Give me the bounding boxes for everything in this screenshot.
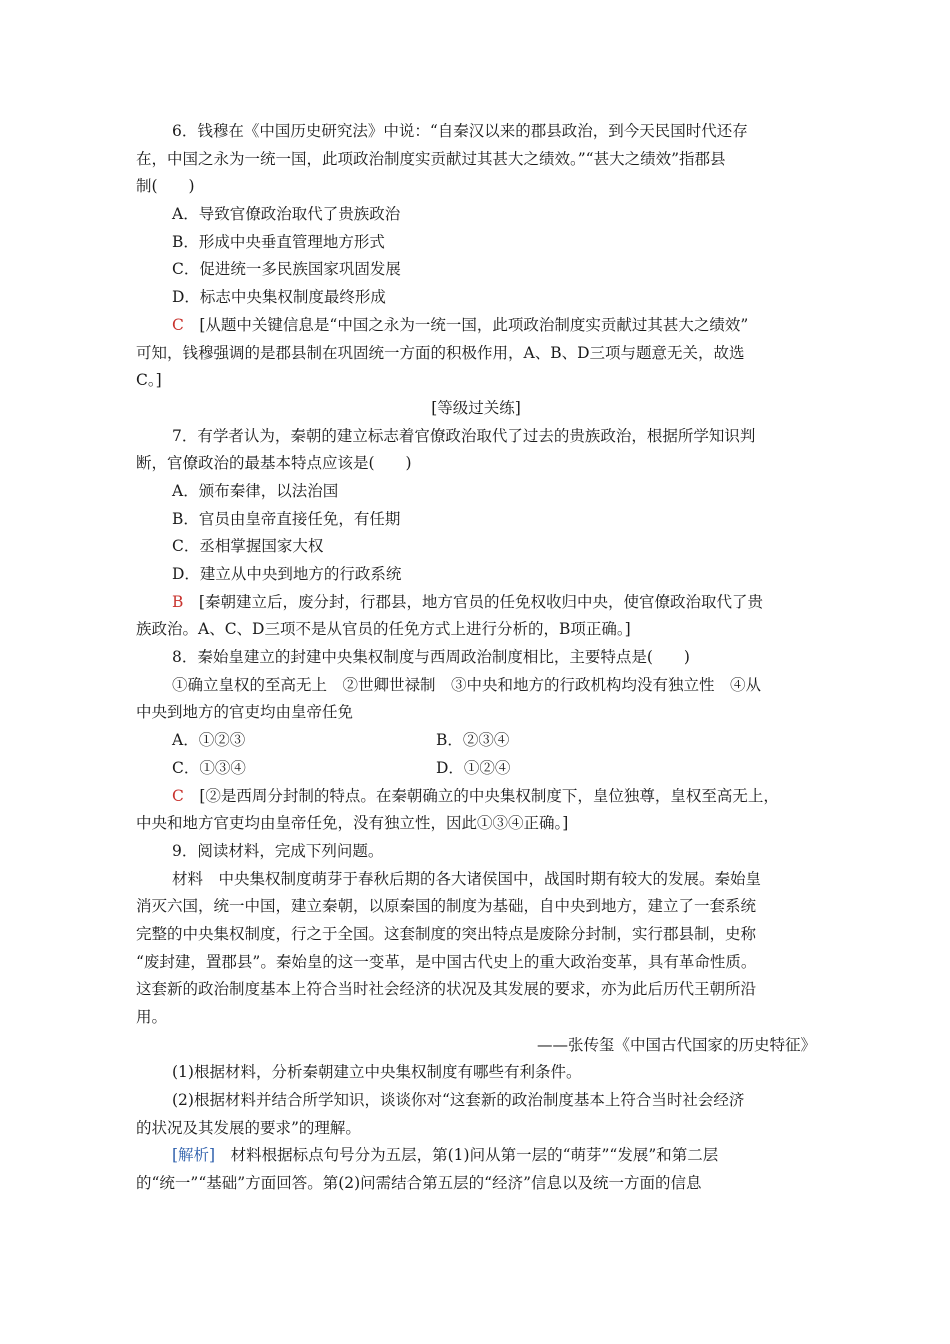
q9-sub2-line-2: 的状况及其发展的要求”的理解。 xyxy=(136,1118,361,1137)
q6-explain-line-1 xyxy=(136,312,816,340)
q9-material-line-5: 这套新的政治制度基本上符合当时社会经济的状况及其发展的要求，亦为此后历代王朝所沿 xyxy=(136,980,757,999)
q7-option-c: C．丞相掌握国家大权 xyxy=(172,537,324,556)
q7-stem-line-2: 断，官僚政治的最基本特点应该是( ) xyxy=(136,454,412,473)
q8-answer: C xyxy=(172,786,184,805)
q9-analysis-text-1: 材料根据标点句号分为五层，第(1)问从第一层的“萌芽”“发展”和第二层 xyxy=(215,1146,719,1165)
q8-explain-line-1 xyxy=(136,783,816,811)
q7-explain-line-2: 族政治。A、C、D三项不是从官员的任免方式上进行分析的，B项正确。] xyxy=(136,620,631,639)
q6-answer: C xyxy=(172,315,184,334)
q7-explain-text-1: [秦朝建立后，废分封，行郡县，地方官员的任免权收归中央，使官僚政治取代了贵 xyxy=(183,592,763,611)
q7-option-a: A．颁布秦律，以法治国 xyxy=(172,481,339,500)
q7-option-d: D．建立从中央到地方的行政系统 xyxy=(172,565,402,583)
q8-explain-line-2: 中央和地方官吏均由皇帝任免，没有独立性，因此①③④正确。] xyxy=(136,814,569,833)
q9-sub1: (1)根据材料，分析秦朝建立中央集权制度有哪些有利条件。 xyxy=(172,1063,582,1082)
q9-analysis-line-1 xyxy=(136,1142,816,1170)
q7-option-b: B．官员由皇帝直接任免，有任期 xyxy=(172,509,401,528)
q9-analysis-line-2: 的“统一”“基础”方面回答。第(2)问需结合第五层的“经济”信息以及统一方面的信息 xyxy=(136,1174,702,1193)
q8-stem-line-1: 8．秦始皇建立的封建中央集权制度与西周政治制度相比，主要特点是( ) xyxy=(172,648,690,667)
q6-option-b: B．形成中央垂直管理地方形式 xyxy=(172,232,385,251)
q8-option-c: C．①③④ xyxy=(172,758,246,777)
q6-explain-line-3: C。] xyxy=(136,371,162,390)
q6-stem-line-2: 在，中国之永为一统一国，此项政治制度实贡献过其甚大之绩效。”“甚大之绩效”指郡县 xyxy=(136,149,726,168)
q9-sub2-line-1: (2)根据材料并结合所学知识，谈谈你对“这套新的政治制度基本上符合当时社会经济 xyxy=(172,1091,745,1110)
q8-stem-line-2: ①确立皇权的至高无上 ②世卿世禄制 ③中央和地方的行政机构均没有独立性 ④从 xyxy=(172,675,762,694)
q6-stem-line-1: 6．钱穆在《中国历史研究法》中说：“自秦汉以来的郡县政治，到今天民国时代还存 xyxy=(172,122,748,140)
q8-stem-line-3: 中央到地方的官吏均由皇帝任免 xyxy=(136,703,354,722)
q8-options-row-2 xyxy=(136,755,816,783)
q8-options-row-1 xyxy=(136,727,816,755)
q9-material-line-6: 用。 xyxy=(136,1008,168,1026)
q6-explain-text-1: [从题中关键信息是“中国之永为一统一国，此项政治制度实贡献过其甚大之绩效” xyxy=(183,315,749,334)
document-page xyxy=(136,118,816,1198)
q9-material-line-1: 材料 中央集权制度萌芽于春秋后期的各大诸侯国中，战国时期有较大的发展。秦始皇 xyxy=(172,869,762,888)
q8-explain-text-1: [②是西周分封制的特点。在秦朝确立的中央集权制度下，皇位独尊，皇权至高无上， xyxy=(183,786,779,805)
q6-option-d: D．标志中央集权制度最终形成 xyxy=(172,288,386,307)
q7-explain-line-1 xyxy=(136,589,816,617)
q8-option-b: B．②③④ xyxy=(436,731,510,750)
q8-option-a: A．①②③ xyxy=(172,731,246,750)
q9-material-line-4: “废封建，置郡县”。秦始皇的这一变革，是中国古代史上的重大政治变革，具有革命性质。 xyxy=(136,952,757,971)
q6-stem-line-3: 制( ) xyxy=(136,177,195,196)
section-title: [等级过关练] xyxy=(431,398,521,417)
q7-stem-line-1: 7．有学者认为，秦朝的建立标志着官僚政治取代了过去的贵族政治，根据所学知识判 xyxy=(172,426,756,445)
q6-option-a: A．导致官僚政治取代了贵族政治 xyxy=(172,205,401,224)
q9-material-line-3: 完整的中央集权制度，行之于全国。这套制度的突出特点是废除分封制，实行郡县制，史称 xyxy=(136,924,757,943)
q9-analysis-label: [解析] xyxy=(172,1146,216,1165)
q7-answer: B xyxy=(172,592,184,611)
q6-explain-line-2: 可知，钱穆强调的是郡县制在巩固统一方面的积极作用，A、B、D三项与题意无关，故选 xyxy=(136,343,745,362)
q9-material-line-2: 消灭六国，统一中国，建立秦朝，以原秦国的制度为基础，自中央到地方，建立了一套系统 xyxy=(136,897,757,916)
q9-source: ——张传玺《中国古代国家的历史特征》 xyxy=(536,1035,816,1054)
q8-option-d: D．①②④ xyxy=(436,758,511,777)
q6-option-c: C．促进统一多民族国家巩固发展 xyxy=(172,260,401,279)
q9-intro: 9．阅读材料，完成下列问题。 xyxy=(172,841,384,860)
